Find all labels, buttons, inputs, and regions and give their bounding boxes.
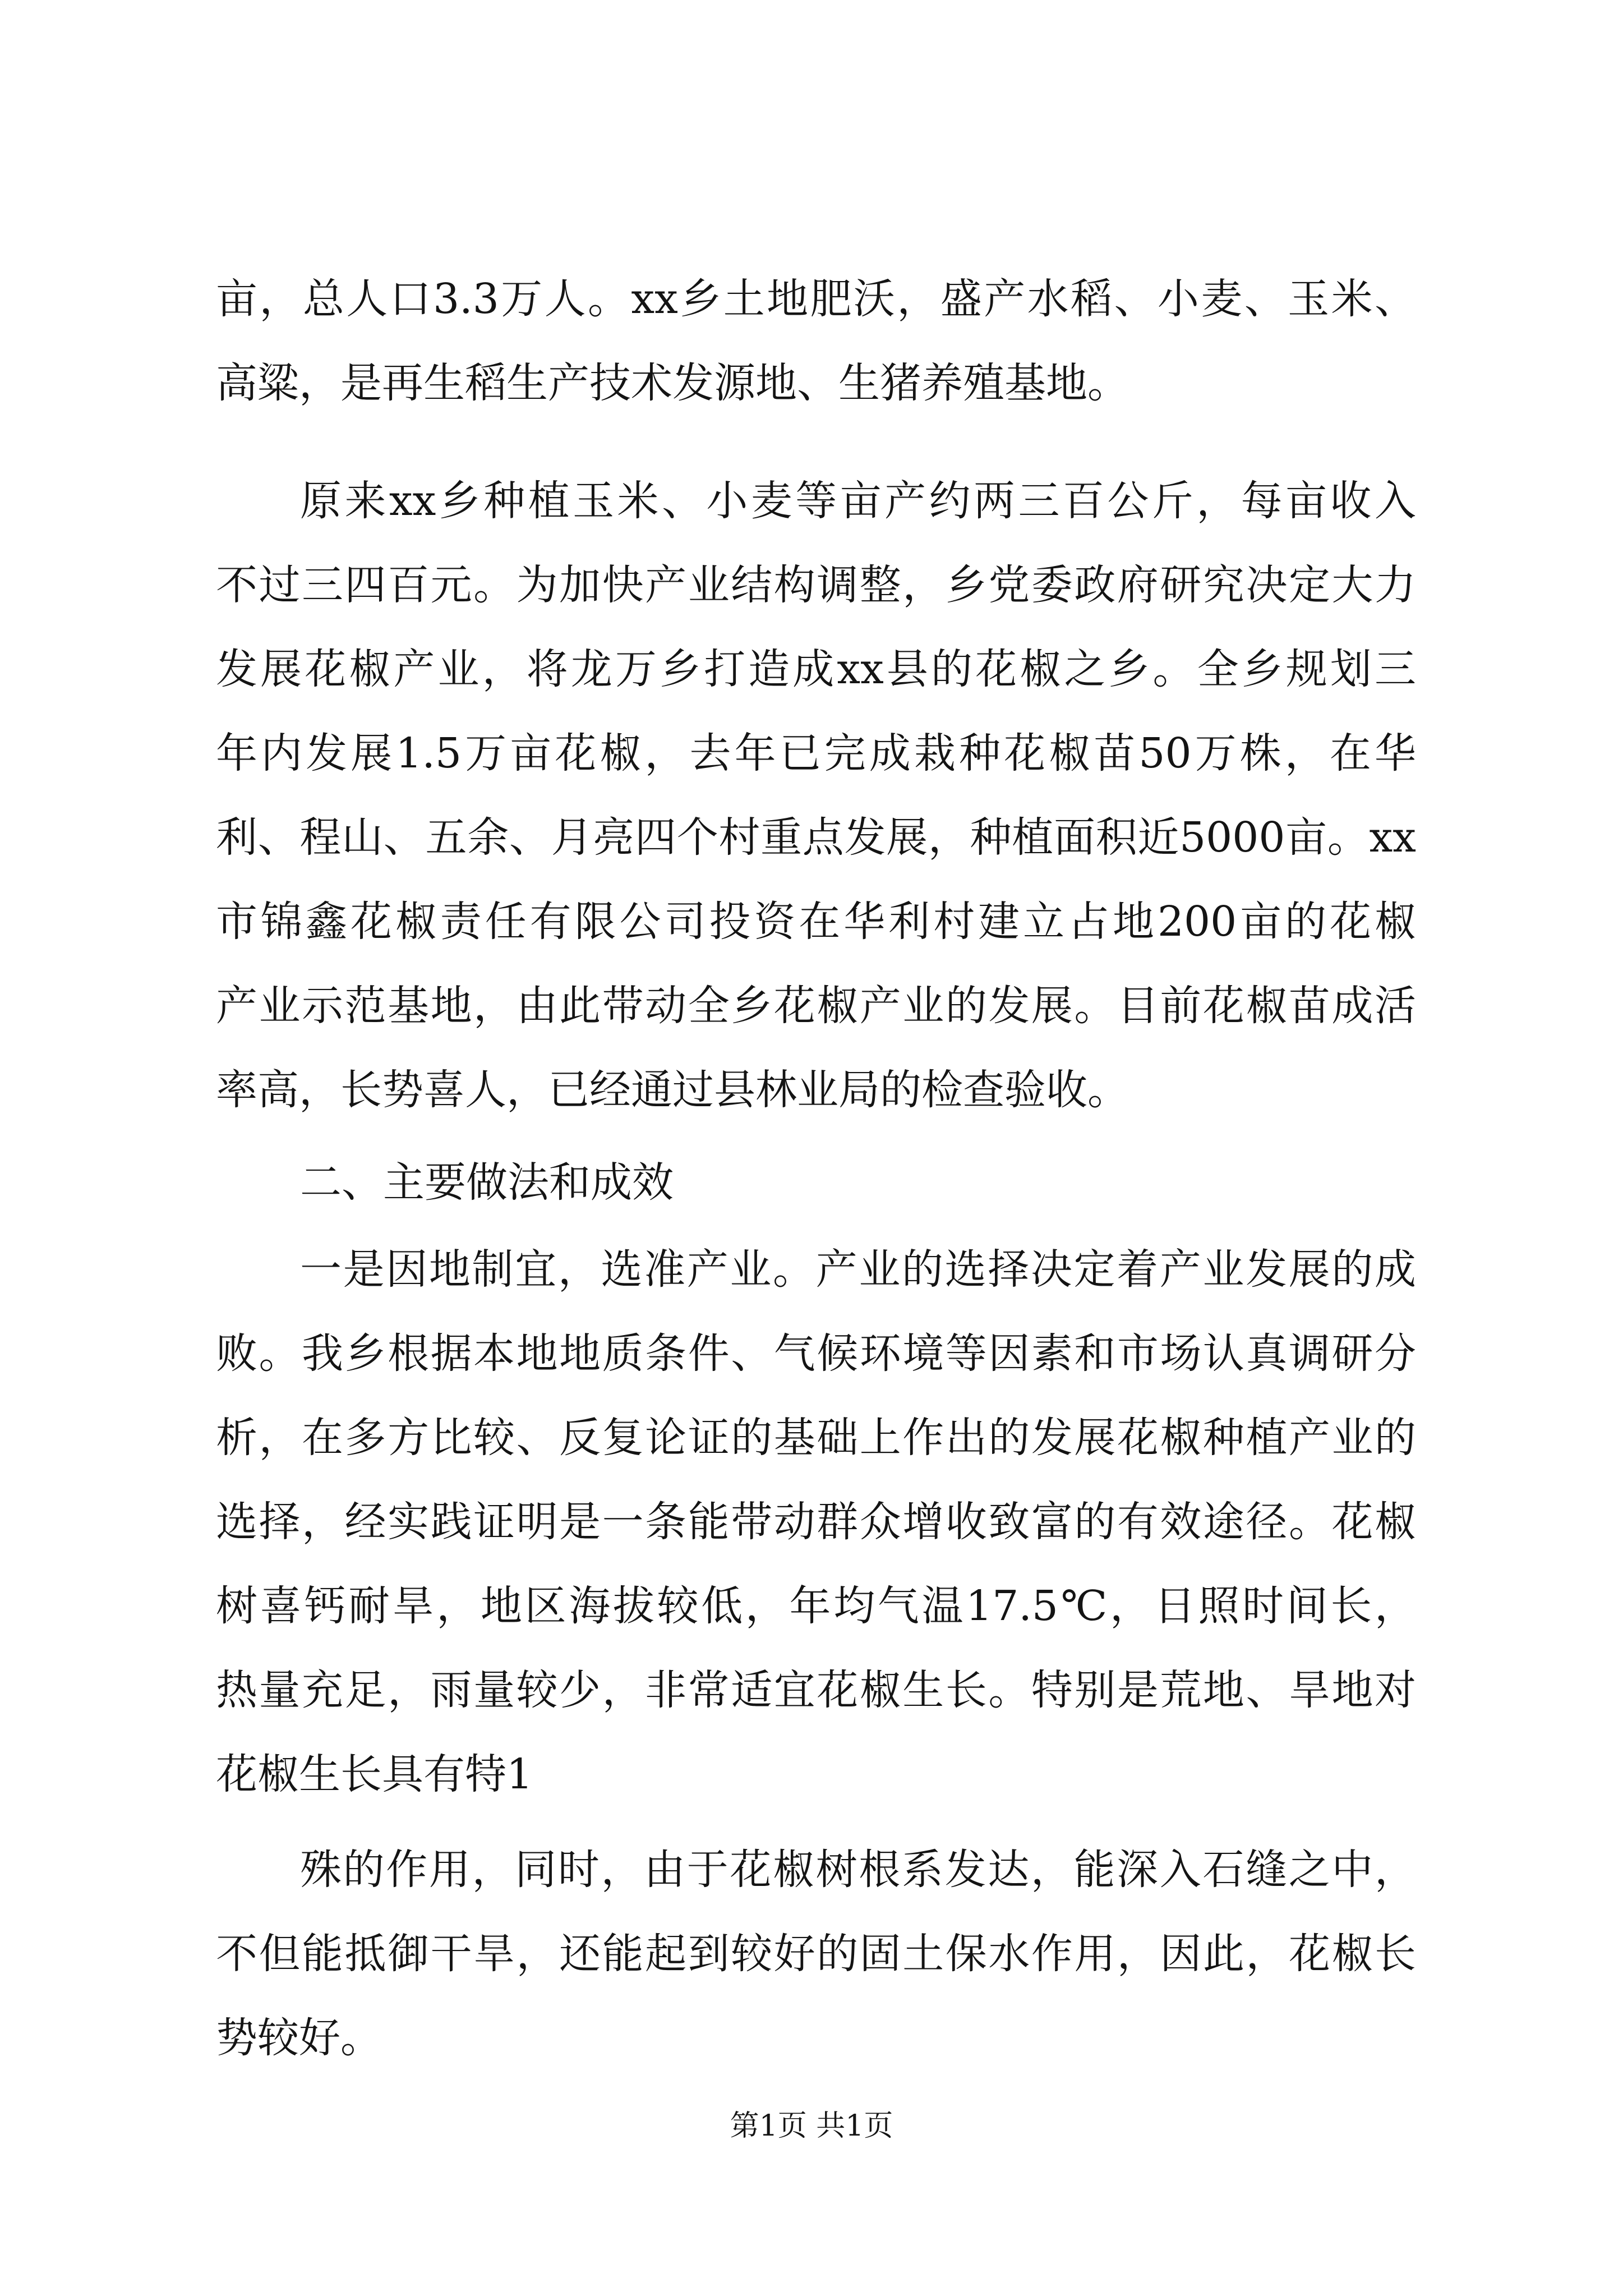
text-line: 发展花椒产业，将龙万乡打造成xx县的花椒之乡。全乡规划三	[216, 645, 1416, 693]
text-line: 败。我乡根据本地地质条件、气候环境等因素和市场认真调研分	[216, 1329, 1416, 1378]
paragraph-start-line: 原来xx乡种植玉米、小麦等亩产约两三百公斤，每亩收入	[300, 477, 1416, 525]
text-line: 年内发展1.5万亩花椒，去年已完成栽种花椒苗50万株，在华	[216, 729, 1416, 777]
text-line: 率高，长势喜人，已经通过县林业局的检查验收。	[216, 1066, 1129, 1114]
paragraph-start-line: 殊的作用，同时，由于花椒树根系发达，能深入石缝之中，	[300, 1846, 1416, 1894]
text-line: 不但能抵御干旱，还能起到较好的固土保水作用，因此，花椒长	[216, 1930, 1416, 1978]
text-line: 亩，总人口3.3万人。xx乡土地肥沃，盛产水稻、小麦、玉米、	[216, 275, 1416, 323]
text-line: 树喜钙耐旱，地区海拔较低，年均气温17.5℃，日照时间长，	[216, 1582, 1416, 1630]
text-line: 热量充足，雨量较少，非常适宜花椒生长。特别是荒地、旱地对	[216, 1666, 1416, 1714]
page-number-footer: 第1页 共1页	[730, 2109, 893, 2143]
text-line: 析，在多方比较、反复论证的基础上作出的发展花椒种植产业的	[216, 1414, 1416, 1462]
text-line: 市锦鑫花椒责任有限公司投资在华利村建立占地200亩的花椒	[216, 898, 1416, 946]
paragraph-start-line: 一是因地制宜，选准产业。产业的选择决定着产业发展的成	[300, 1245, 1416, 1294]
text-line: 利、程山、五余、月亮四个村重点发展，种植面积近5000亩。xx	[216, 813, 1416, 862]
text-line: 不过三四百元。为加快产业结构调整，乡党委政府研究决定大力	[216, 561, 1416, 609]
text-line: 势较好。	[216, 2014, 382, 2062]
section-heading: 二、主要做法和成效	[300, 1158, 674, 1207]
text-line: 高粱，是再生稻生产技术发源地、生猪养殖基地。	[216, 359, 1129, 407]
text-line: 产业示范基地，由此带动全乡花椒产业的发展。目前花椒苗成活	[216, 982, 1416, 1030]
text-line: 选择，经实践证明是一条能带动群众增收致富的有效途径。花椒	[216, 1498, 1416, 1546]
text-line: 花椒生长具有特1	[216, 1750, 533, 1798]
